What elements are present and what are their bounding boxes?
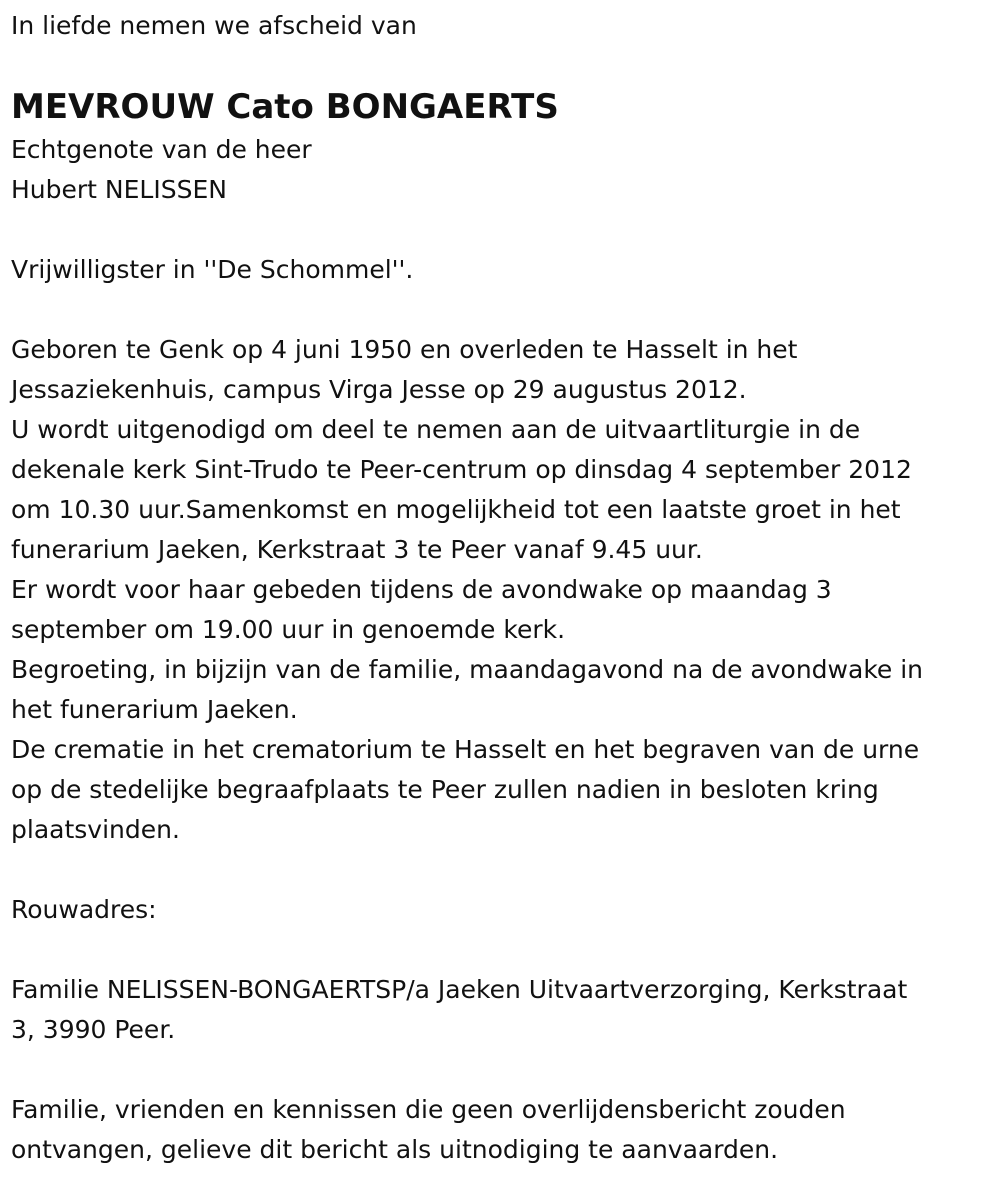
body-line: om 10.30 uur.Samenkomst en mogelijkheid tot een laatste groet in het (11, 495, 901, 524)
closing-note (11, 1090, 970, 1170)
spouse-line-2: Hubert NELISSEN (11, 175, 227, 204)
body-line: De crematie in het crematorium te Hasselt en het begraven van de urne (11, 735, 920, 764)
volunteer-text: Vrijwilligster in ''De Schommel''. (11, 255, 414, 284)
body-line: funerarium Jaeken, Kerkstraat 3 te Peer vanaf 9.45 uur. (11, 535, 703, 564)
body-line: Er wordt voor haar gebeden tijdens de avondwake op maandag 3 (11, 575, 832, 604)
body-line: op de stedelijke begraafplaats te Peer zullen nadien in besloten kring (11, 775, 879, 804)
body-line: Geboren te Genk op 4 juni 1950 en overleden te Hasselt in het (11, 335, 798, 364)
body-line: Begroeting, in bijzijn van de familie, maandagavond na de avondwake in (11, 655, 924, 684)
body-line: dekenale kerk Sint-Trudo te Peer-centrum op dinsdag 4 september 2012 (11, 455, 912, 484)
address-label: Rouwadres: (11, 895, 157, 924)
intro-text: In liefde nemen we afscheid van (11, 11, 417, 40)
closing-line-1: Familie, vrienden en kennissen die geen overlijdensbericht zouden (11, 1095, 846, 1124)
funeral-details (11, 330, 970, 850)
spouse-line-1: Echtgenote van de heer (11, 135, 312, 164)
body-line: Jessaziekenhuis, campus Virga Jesse op 29 augustus 2012. (11, 375, 747, 404)
closing-line-2: ontvangen, gelieve dit bericht als uitnodiging te aanvaarden. (11, 1135, 779, 1164)
body-line: het funerarium Jaeken. (11, 695, 298, 724)
address-line-1: Familie NELISSEN-BONGAERTSP/a Jaeken Uitvaartverzorging, Kerkstraat (11, 975, 908, 1004)
address-line-2: 3, 3990 Peer. (11, 1015, 176, 1044)
mourning-address (11, 970, 970, 1050)
body-line: U wordt uitgenodigd om deel te nemen aan de uitvaartliturgie in de (11, 415, 861, 444)
body-line: plaatsvinden. (11, 815, 180, 844)
body-line: september om 19.00 uur in genoemde kerk. (11, 615, 566, 644)
deceased-name: MEVROUW Cato BONGAERTS (11, 87, 559, 127)
